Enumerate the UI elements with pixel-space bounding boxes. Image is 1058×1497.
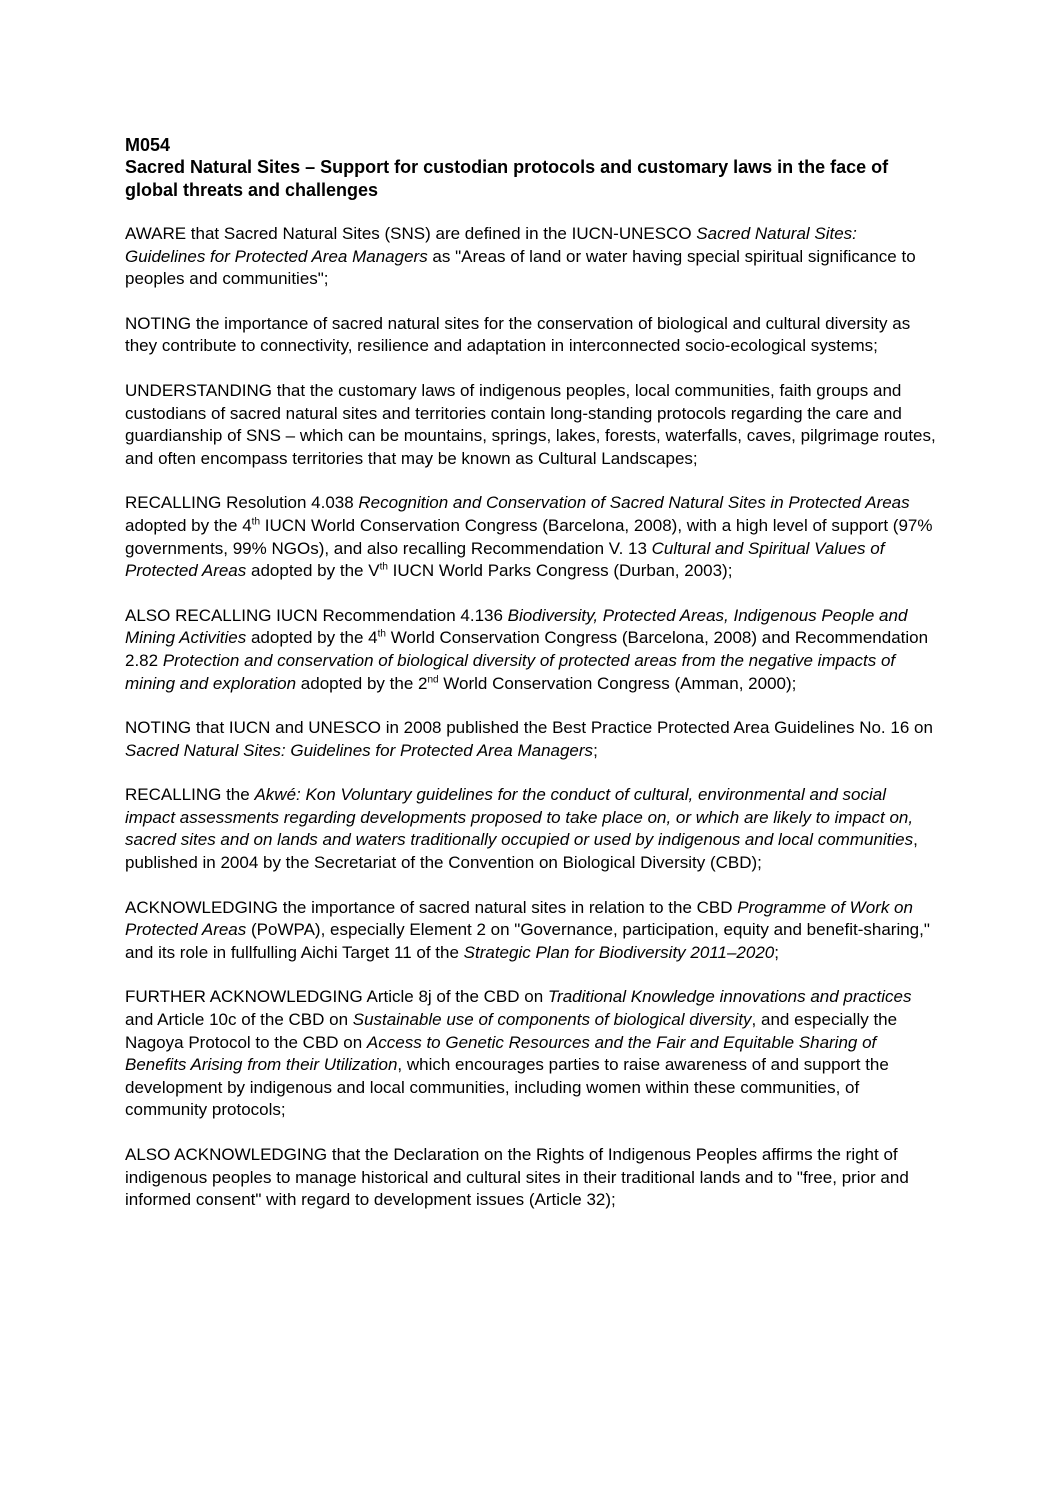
italic-title-text: Biodiversity, Protected Areas, Indigenous People and Mining Activities <box>125 605 908 648</box>
paragraph-also-acknowledging <box>125 1144 940 1212</box>
paragraph-noting-guidelines <box>125 717 940 762</box>
italic-title-text: Recognition and Conservation of Sacred Natural Sites in Protected Areas <box>358 493 910 513</box>
paragraph-text: adopted by the 4 <box>125 515 252 535</box>
superscript: nd <box>427 673 439 685</box>
paragraph-recalling-resolution <box>125 492 940 582</box>
italic-title-text: Access to Genetic Resources and the Fair and Equitable Sharing of Benefits Arising from their Utilization <box>125 1032 877 1075</box>
document-body <box>125 223 940 1212</box>
paragraph-text: RECALLING Resolution 4.038 <box>125 493 359 513</box>
paragraph-understanding <box>125 380 940 470</box>
italic-title-text: Akwé: Kon Voluntary guidelines for the conduct of cultural, environmental and social impact assessments regarding developments proposed to take place on, or which are likely to impact on, sacred sites and on lands and waters traditionally occupied or used by indigenous and local communities <box>125 785 914 850</box>
paragraph-text: ALSO ACKNOWLEDGING that the Declaration on the Rights of Indigenous Peoples affirms the right of indigenous peoples to manage historical and cultural sites in their traditional lands and to "free, prior and informed consent" with regard to development issues (Article 32); <box>125 1145 909 1210</box>
italic-title-text: Sacred Natural Sites: Guidelines for Protected Area Managers <box>125 224 857 266</box>
paragraph-text: as "Areas of land or water having special spiritual significance to peoples and communities"; <box>125 246 916 289</box>
paragraph-text: NOTING the importance of sacred natural sites for the conservation of biological and cultural diversity as they contribute to connectivity, resilience and adaptation in interconnected socio-ecological systems; <box>125 313 911 356</box>
paragraph-noting-importance <box>125 313 940 358</box>
paragraph-text: ; <box>593 740 598 760</box>
paragraph-text: UNDERSTANDING that the customary laws of indigenous peoples, local communities, faith groups and custodians of sacred natural sites and territories contain long-standing protocols regarding the care and guardianship of SNS – which can be mountains, springs, lakes, forests, waterfalls, caves, pilgrimage routes, and often encompass territories that may be known as Cultural Landscapes; <box>125 380 936 468</box>
italic-title-text: Strategic Plan for Biodiversity 2011–2020 <box>463 942 775 962</box>
paragraph-text: IUCN World Conservation Congress (Barcelona, 2008), with a high level of support (97% governments, 99% NGOs), and also recalling Recommendation V. 13 <box>125 515 933 558</box>
paragraph-text: ALSO RECALLING IUCN Recommendation 4.136 <box>125 605 508 625</box>
paragraph-text: World Conservation Congress (Barcelona, 2008) and Recommendation 2.82 <box>125 628 929 670</box>
paragraph-text: NOTING that IUCN and UNESCO in 2008 published the Best Practice Protected Area Guidelines No. 16 on <box>125 718 933 738</box>
paragraph-text: and Article 10c of the CBD on <box>125 1010 353 1030</box>
paragraph-text: (PoWPA), especially Element 2 on "Governance, participation, equity and benefit-sharing," and its role in fullfulling Aichi Target 11 of the <box>125 920 930 962</box>
paragraph-recalling-akwe <box>125 784 940 874</box>
paragraph-text: adopted by the 2 <box>296 673 428 693</box>
italic-title-text: Traditional Knowledge innovations and practices <box>547 987 912 1007</box>
paragraph-text: , published in 2004 by the Secretariat of the Convention on Biological Diversity (CBD); <box>125 830 918 873</box>
superscript: th <box>251 516 261 528</box>
italic-title-text: Cultural and Spiritual Values of Protected Areas <box>125 538 885 581</box>
paragraph-text: AWARE that Sacred Natural Sites (SNS) are defined in the IUCN-UNESCO <box>125 224 697 243</box>
paragraph-text: adopted by the V <box>246 561 380 581</box>
paragraph-text: , and especially the Nagoya Protocol to the CBD on <box>125 1010 898 1052</box>
paragraph-aware <box>125 223 940 291</box>
paragraph-text: FURTHER ACKNOWLEDGING Article 8j of the CBD on <box>125 987 548 1007</box>
paragraph-text: World Conservation Congress (Amman, 2000); <box>438 673 797 693</box>
paragraph-text: , which encourages parties to raise awareness of and support the development by indigenous and local communities, including women within these communities, of community protocols; <box>125 1055 889 1120</box>
italic-title-text: Programme of Work on Protected Areas <box>125 897 913 940</box>
italic-title-text: Sustainable use of components of biological diversity <box>352 1010 752 1030</box>
paragraph-acknowledging <box>125 897 940 965</box>
paragraph-text: RECALLING the <box>125 785 255 805</box>
superscript: th <box>379 561 388 573</box>
paragraph-text: ; <box>774 942 779 962</box>
paragraph-text: IUCN World Parks Congress (Durban, 2003); <box>387 561 733 581</box>
paragraph-further-acknowledging <box>125 986 940 1122</box>
document-page <box>125 134 940 1234</box>
paragraph-also-recalling <box>125 605 940 695</box>
italic-title-text: Sacred Natural Sites: Guidelines for Protected Area Managers <box>125 740 594 760</box>
motion-id: M054 <box>125 135 171 155</box>
italic-title-text: Protection and conservation of biological diversity of protected areas from the negative impacts of mining and exploration <box>125 650 896 693</box>
paragraph-text: ACKNOWLEDGING the importance of sacred natural sites in relation to the CBD <box>125 897 738 917</box>
paragraph-text: adopted by the 4 <box>246 628 378 648</box>
motion-title: Sacred Natural Sites – Support for custodian protocols and customary laws in the face of global threats and challenges <box>125 157 889 200</box>
superscript: th <box>377 628 386 640</box>
